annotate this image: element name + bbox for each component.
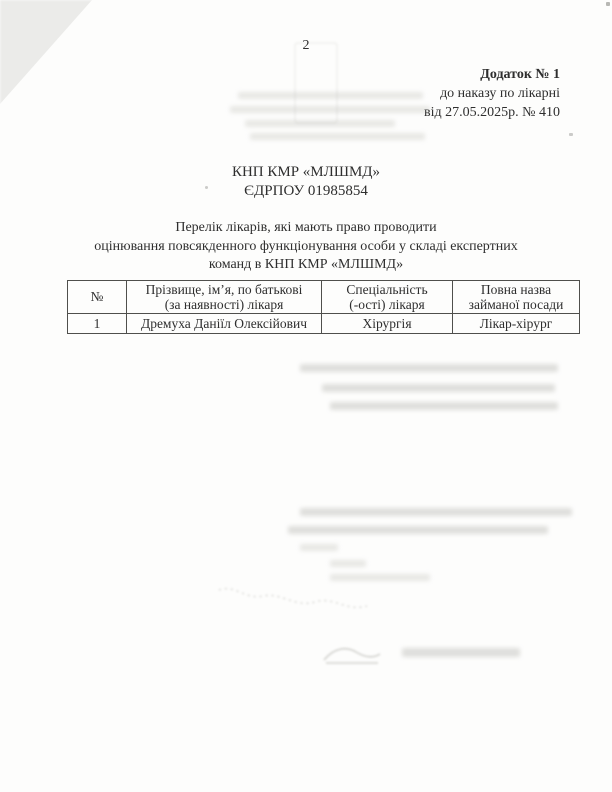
organization-block — [0, 163, 612, 201]
doctors-table — [67, 280, 580, 334]
bleed-through-text — [288, 526, 548, 534]
cell-name: Дремуха Даніїл Олексійович — [127, 314, 322, 334]
header-cell-position: Повна назва займаної посади — [453, 281, 580, 314]
bleed-through-text — [250, 133, 425, 140]
scan-fold-shadow — [0, 0, 100, 110]
doctors-table-header — [68, 281, 580, 314]
bleed-through-text — [300, 364, 558, 372]
bleed-through-text — [300, 544, 338, 551]
scan-speck — [569, 133, 573, 136]
bleed-through-text — [300, 508, 572, 516]
document-title — [0, 219, 612, 275]
organization-edrpou: ЄДРПОУ 01985854 — [244, 183, 368, 199]
faint-watermark — [294, 42, 338, 124]
faint-signature-mark — [215, 582, 375, 616]
appendix-date-line: від 27.05.2025р. № 410 — [424, 105, 560, 120]
cell-position: Лікар-хірург — [453, 314, 580, 334]
header-cell-name: Прізвище, ім’я, по батькові (за наявності) лікаря — [127, 281, 322, 314]
faint-scribble-mark — [322, 644, 382, 666]
appendix-title: Додаток № 1 — [480, 67, 560, 82]
page-number: 2 — [302, 38, 310, 53]
bleed-through-text — [402, 648, 520, 657]
header-cell-specialty: Спеціальність (-ості) лікаря — [322, 281, 453, 314]
title-line: команд в КНП КМР «МЛШМД» — [208, 257, 404, 272]
appendix-order-line: до наказу по лікарні — [440, 86, 560, 101]
organization-name: КНП КМР «МЛШМД» — [231, 164, 381, 180]
title-line: оцінювання повсякденного функціонування особи у складі експертних — [94, 238, 518, 254]
bleed-through-text — [330, 402, 558, 410]
cell-specialty: Хірургія — [322, 314, 453, 334]
cell-num: 1 — [68, 314, 127, 334]
table-row — [68, 314, 580, 334]
header-cell-num: № — [68, 281, 127, 314]
appendix-header — [424, 65, 560, 122]
bleed-through-text — [322, 384, 555, 392]
title-line: Перелік лікарів, які мають право проводити — [175, 220, 437, 235]
bleed-through-text — [330, 574, 430, 581]
scan-speck — [606, 2, 610, 6]
bleed-through-text — [330, 560, 366, 567]
